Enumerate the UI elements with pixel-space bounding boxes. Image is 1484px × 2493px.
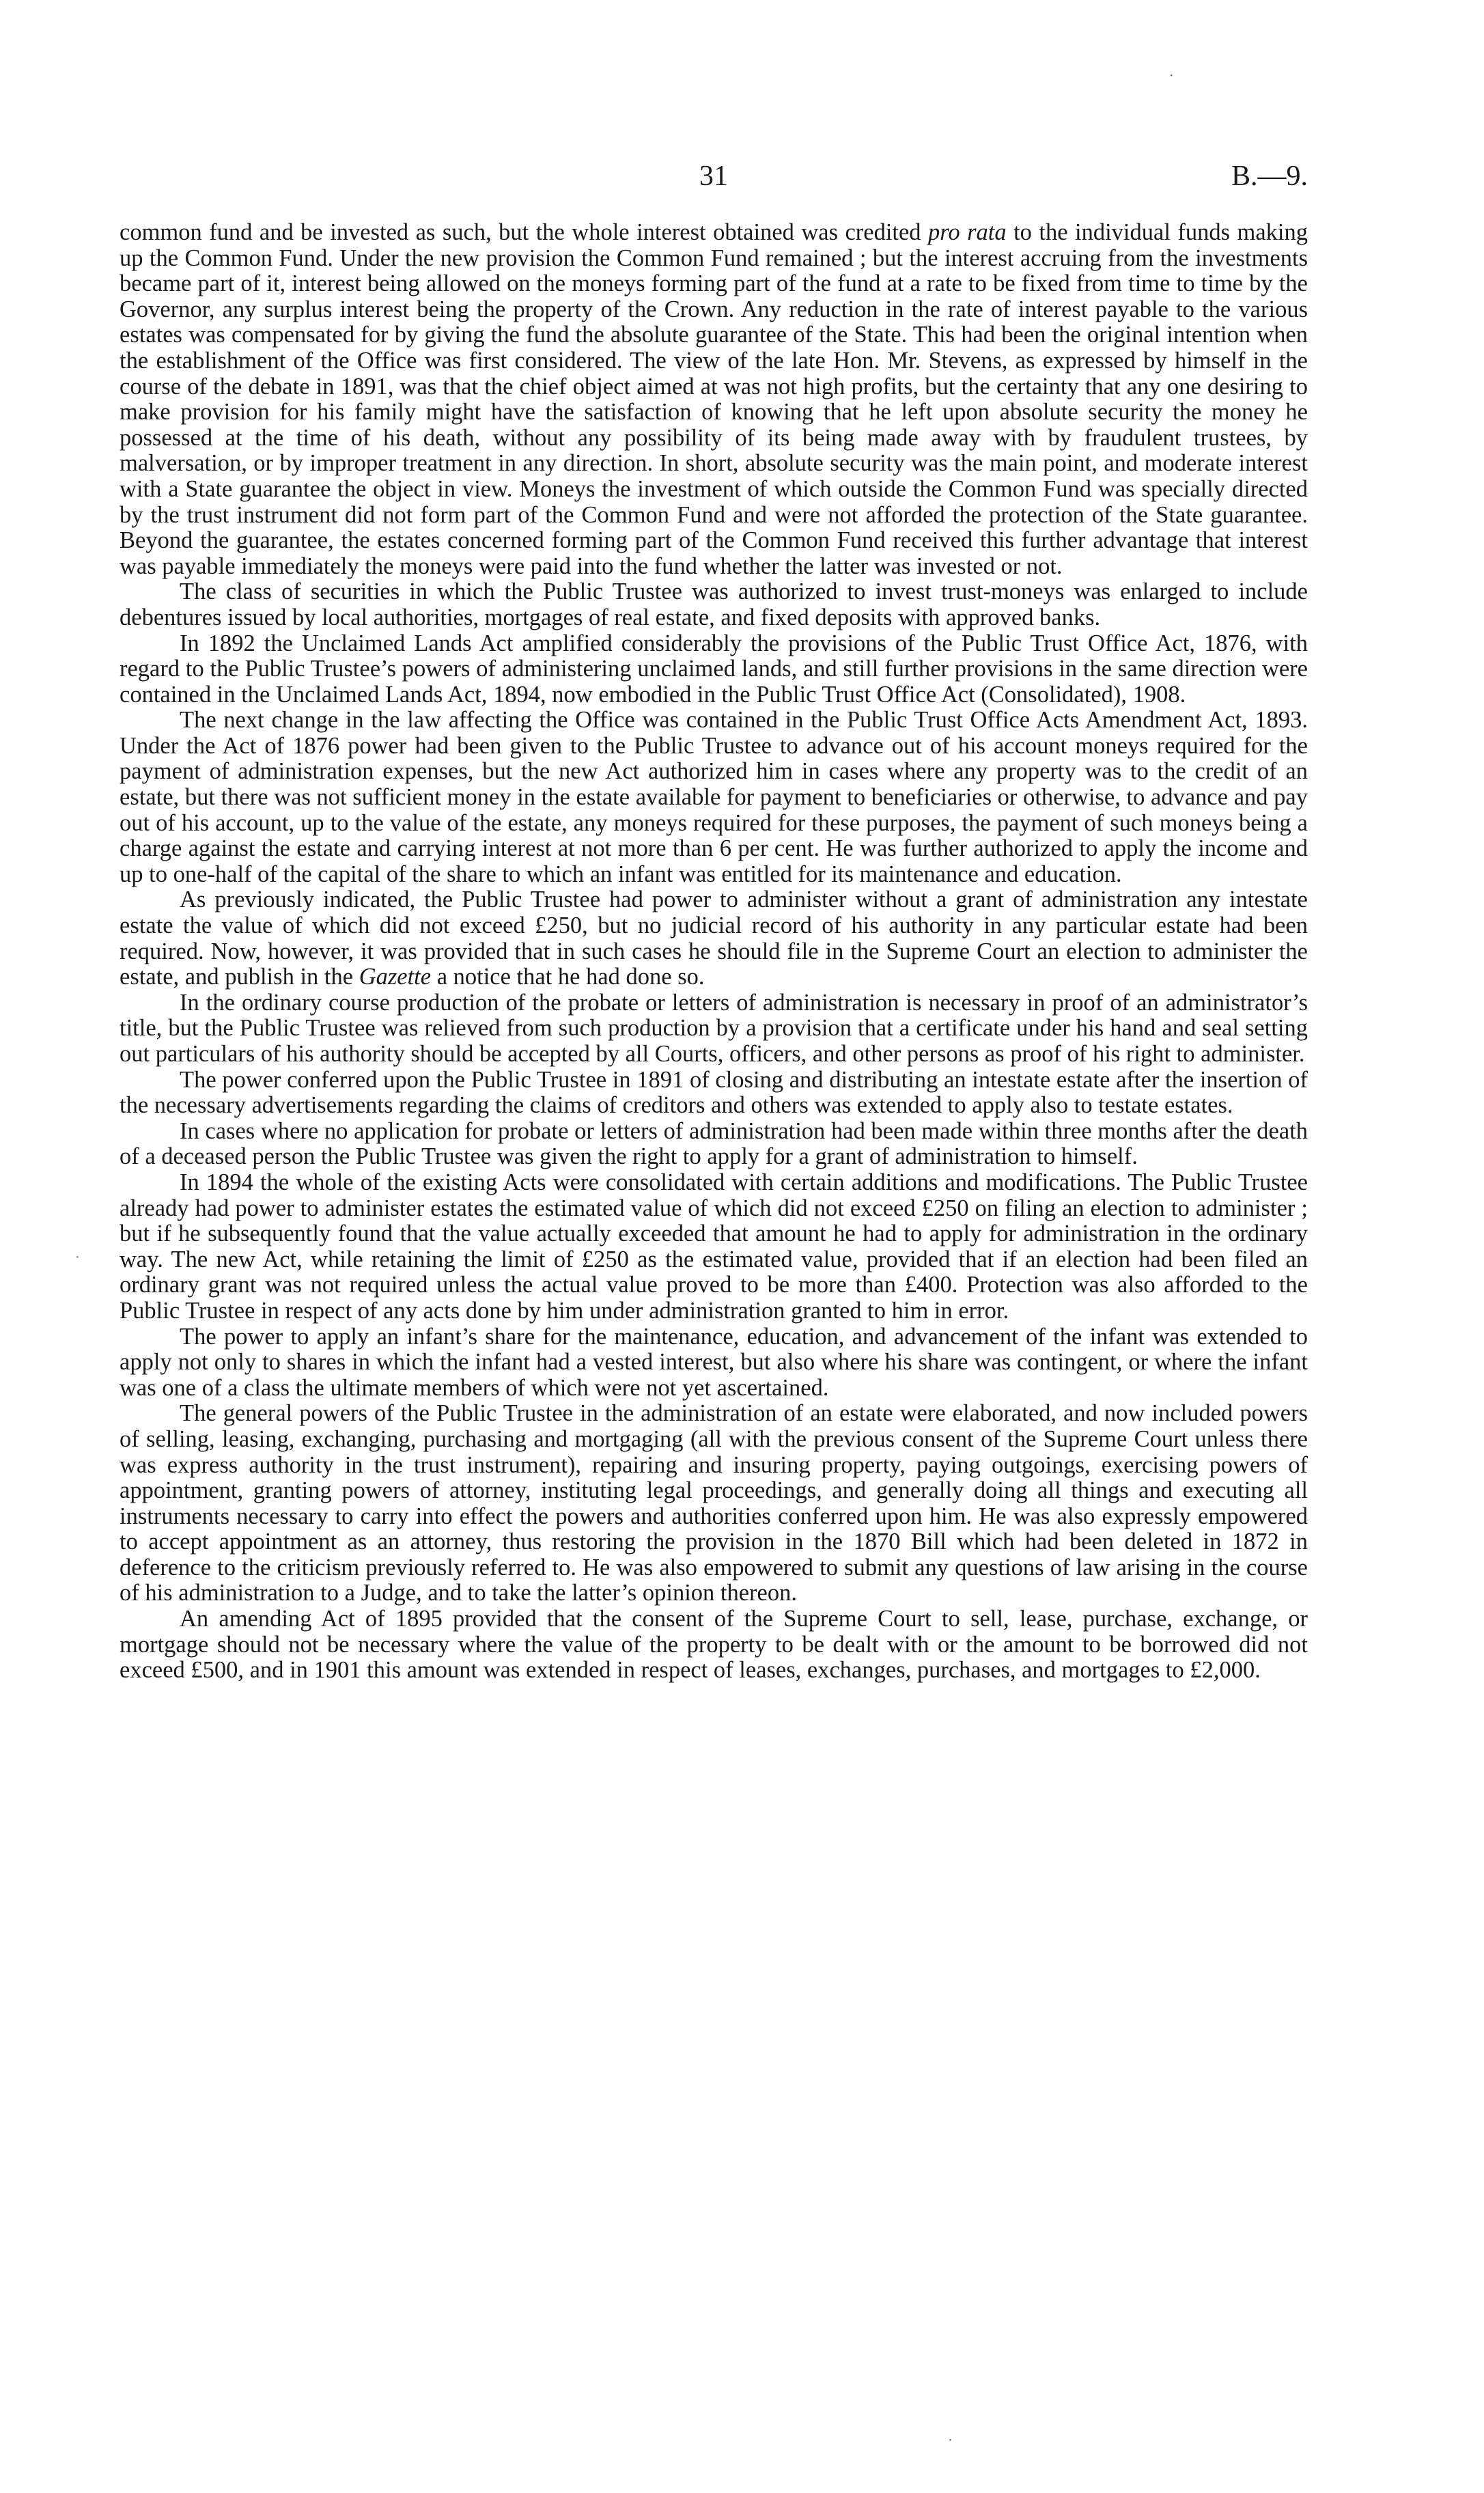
document-reference: B.—9. — [1231, 161, 1308, 192]
scan-speck: · — [1169, 68, 1174, 83]
page-header — [120, 158, 1308, 199]
paragraph-common-fund: common fund and be invested as such, but the whole interest obtained was credited pro rata to the individual funds making up the Common Fund. Under the new provision the Common Fund remained ; but the interest accruing from the investments became part of it, interest being allowed on the moneys forming part of the fund at a rate to be fixed from time to time by the Governor, any surplus interest being the property of the Crown. Any reduction in the rate of interest payable to the various estates was compensated for by giving the fund the absolute guarantee of the State. This had been the original intention when the establishment of the Office was first considered. The view of the late Hon. Mr. Stevens, as expressed by himself in the course of the debate in 1891, was that the chief object aimed at was not high profits, but the certainty that any one desiring to make provision for his family might have the satisfaction of knowing that he left upon absolute security the money he possessed at the time of his death, without any possibility of its being made away with by fraudulent trustees, by malversation, or by improper treatment in any direction. In short, absolute security was the main point, and moderate interest with a State guarantee the object in view. Moneys the investment of which outside the Common Fund was specially directed by the trust instrument did not form part of the Common Fund and were not afforded the protection of the State guarantee. Beyond the guarantee, the estates concerned forming part of the Common Fund received this further advantage that interest was payable immediately the moneys were paid into the fund whether the latter was invested or not. — [120, 219, 1308, 579]
paragraph-securities: The class of securities in which the Public Trustee was authorized to invest trust-moneys was enlarged to include debentures issued by local authorities, mortgages of real estate, and fixed deposits with approved banks. — [120, 579, 1308, 630]
scan-speck: · — [75, 1250, 80, 1265]
scan-speck: · — [948, 2433, 953, 2448]
paragraph-probate-production: In the ordinary course production of the probate or letters of administration is necessary in proof of an administrator’s title, but the Public Trustee was relieved from such production by a provision that a certificate under his hand and seal setting out particulars of his authority should be accepted by all Courts, officers, and other persons as proof of his right to administer. — [120, 989, 1308, 1067]
paragraph-general-powers: The general powers of the Public Trustee in the administration of an estate were elaborated, and now included powers of selling, leasing, exchanging, purchasing and mortgaging (all with the previous consent of the Supreme Court unless there was express authority in the trust instrument), repairing and insuring property, paying outgoings, exercising powers of appointment, granting powers of attorney, instituting legal proceedings, and generally doing all things and executing all instruments necessary to carry into effect the powers and authorities conferred upon him. He was also expressly empowered to accept appointment as an attorney, thus restoring the provision in the 1870 Bill which had been deleted in 1872 in deference to the criticism previously referred to. He was also empowered to submit any questions of law arising in the course of his administration to a Judge, and to take the latter’s opinion thereon. — [120, 1400, 1308, 1606]
paragraph-infant-share: The power to apply an infant’s share for the maintenance, education, and advancement of the infant was extended to apply not only to shares in which the infant had a vested interest, but also where his share was contingent, or where the infant was one of a class the ultimate members of which were not yet ascertained. — [120, 1323, 1308, 1401]
paragraph-closing-estates: The power conferred upon the Public Trustee in 1891 of closing and distributing an intestate estate after the insertion of the necessary advertisements regarding the claims of creditors and others was extended to apply also to testate estates. — [120, 1066, 1308, 1119]
body-text — [120, 220, 1308, 1684]
paragraph-intestate-estates: As previously indicated, the Public Trustee had power to administer without a grant of administration any intestate estate the value of which did not exceed £250, but no judicial record of his authority in any particular estate had been required. Now, however, it was provided that in such cases he should file in the Supreme Court an election to administer the estate, and publish in the Gazette a notice that he had done so. — [120, 887, 1308, 990]
paragraph-grant-application: In cases where no application for probate or letters of administration had been made within three months after the death of a deceased person the Public Trustee was given the right to apply for a grant of administration to himself. — [120, 1117, 1308, 1170]
page-number: 31 — [699, 161, 728, 192]
paragraph-amendment-1893: The next change in the law affecting the Office was contained in the Public Trust Office Acts Amendment Act, 1893. Under the Act of 1876 power had been given to the Public Trustee to advance out of his account moneys required for the payment of administration expenses, but the new Act authorized him in cases where any property was to the credit of an estate, but there was not sufficient money in the estate available for payment to beneficiaries or otherwise, to advance and pay out of his account, up to the value of the estate, any moneys required for these purposes, the payment of such moneys being a charge against the estate and carrying interest at not more than 6 per cent. He was further authorized to apply the income and up to one-half of the capital of the share to which an infant was entitled for its maintenance and education. — [120, 707, 1308, 887]
paragraph-unclaimed-lands: In 1892 the Unclaimed Lands Act amplified considerably the provisions of the Public Trust Office Act, 1876, with regard to the Public Trustee’s powers of administering unclaimed lands, and still further provisions in the same direction were contained in the Unclaimed Lands Act, 1894, now embodied in the Public Trust Office Act (Consolidated), 1908. — [120, 630, 1308, 708]
paragraph-consolidation-1894: In 1894 the whole of the existing Acts were consolidated with certain additions and modifications. The Public Trustee already had power to administer estates the estimated value of which did not exceed £250 on filing an election to administer ; but if he subsequently found that the value actually exceeded that amount he had to apply for administration in the ordinary way. The new Act, while retaining the limit of £250 as the estimated value, provided that if an election had been filed an ordinary grant was not required unless the actual value proved to be more than £400. Protection was also afforded to the Public Trustee in respect of any acts done by him under administration granted to him in error. — [120, 1169, 1308, 1324]
paragraph-amending-act-1895: An amending Act of 1895 provided that the consent of the Supreme Court to sell, lease, purchase, exchange, or mortgage should not be necessary where the value of the property to be dealt with or the amount to be borrowed did not exceed £500, and in 1901 this amount was extended in respect of leases, exchanges, purchases, and mortgages to £2,000. — [120, 1606, 1308, 1684]
